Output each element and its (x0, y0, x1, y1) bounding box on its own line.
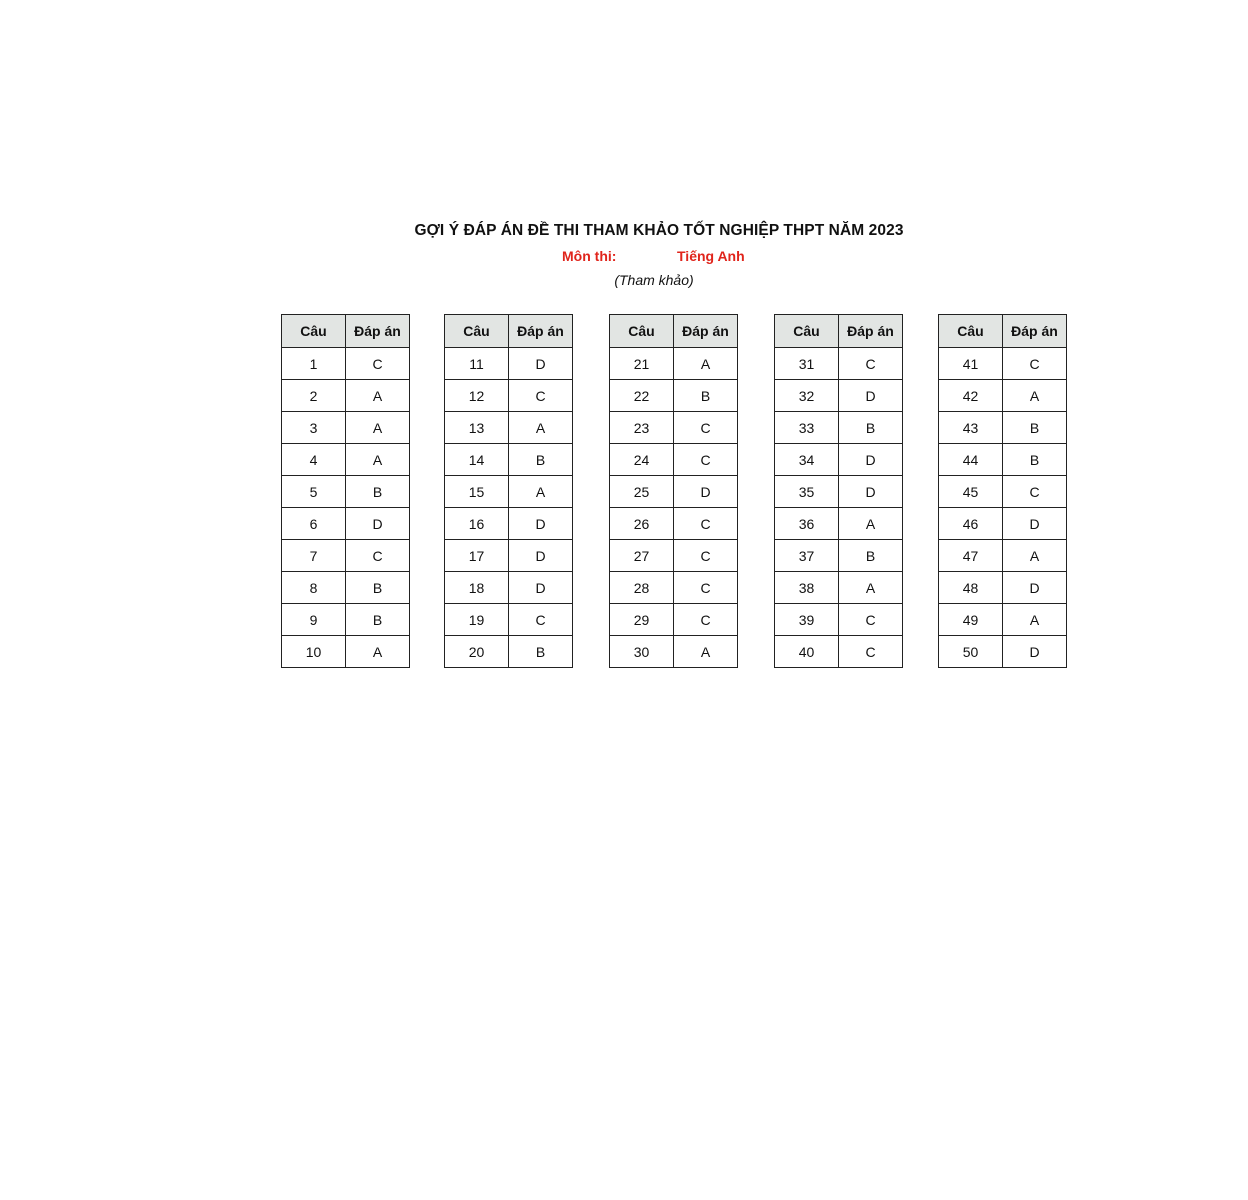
question-number-cell: 19 (445, 604, 509, 636)
table-row (775, 572, 903, 604)
table-row (610, 636, 738, 668)
question-number-cell: 22 (610, 380, 674, 412)
question-number-cell: 46 (939, 508, 1003, 540)
table-row (939, 380, 1067, 412)
table-row (610, 540, 738, 572)
table-row (282, 348, 410, 380)
table-row (775, 476, 903, 508)
answer-cell: A (839, 508, 903, 540)
answer-cell: C (674, 604, 738, 636)
answer-cell: D (509, 540, 573, 572)
question-number-cell: 5 (282, 476, 346, 508)
table-row (939, 540, 1067, 572)
answer-cell: A (346, 412, 410, 444)
answer-cell: C (346, 540, 410, 572)
question-number-cell: 6 (282, 508, 346, 540)
question-number-cell: 44 (939, 444, 1003, 476)
answer-cell: A (1003, 604, 1067, 636)
question-number-cell: 21 (610, 348, 674, 380)
answer-cell: C (674, 412, 738, 444)
answer-cell: D (839, 476, 903, 508)
table-row (775, 380, 903, 412)
question-number-cell: 9 (282, 604, 346, 636)
question-number-cell: 41 (939, 348, 1003, 380)
answer-cell: C (839, 636, 903, 668)
answer-cell: A (346, 636, 410, 668)
table-row (445, 604, 573, 636)
reference-note: (Tham khảo) (614, 272, 694, 288)
table-row (445, 636, 573, 668)
answer-cell: C (839, 604, 903, 636)
table-row (775, 444, 903, 476)
question-number-cell: 49 (939, 604, 1003, 636)
question-number-cell: 14 (445, 444, 509, 476)
question-number-cell: 48 (939, 572, 1003, 604)
table-row (282, 476, 410, 508)
table-row (775, 412, 903, 444)
table-row (610, 604, 738, 636)
question-number-cell: 25 (610, 476, 674, 508)
question-number-cell: 23 (610, 412, 674, 444)
answer-cell: B (509, 636, 573, 668)
question-number-cell: 16 (445, 508, 509, 540)
answer-cell: A (1003, 540, 1067, 572)
table-row (445, 412, 573, 444)
answer-cell: A (674, 636, 738, 668)
question-number-cell: 39 (775, 604, 839, 636)
answer-cell: A (1003, 380, 1067, 412)
answer-cell: A (509, 412, 573, 444)
table-row (445, 476, 573, 508)
question-number-cell: 18 (445, 572, 509, 604)
question-number-cell: 8 (282, 572, 346, 604)
answer-cell: A (346, 444, 410, 476)
table-row (282, 636, 410, 668)
answer-cell: D (1003, 572, 1067, 604)
answer-cell: A (839, 572, 903, 604)
table-row (282, 380, 410, 412)
question-number-cell: 28 (610, 572, 674, 604)
table-row (282, 572, 410, 604)
question-number-cell: 29 (610, 604, 674, 636)
question-number-cell: 47 (939, 540, 1003, 572)
answer-cell: D (509, 508, 573, 540)
answer-table (774, 314, 903, 668)
question-number-cell: 33 (775, 412, 839, 444)
subject-value: Tiếng Anh (677, 248, 745, 264)
answer-cell: D (839, 380, 903, 412)
question-column-header: Câu (939, 315, 1003, 348)
answer-table (938, 314, 1067, 668)
answer-table (281, 314, 410, 668)
answer-cell: C (509, 604, 573, 636)
answer-cell: B (674, 380, 738, 412)
question-number-cell: 11 (445, 348, 509, 380)
question-number-cell: 12 (445, 380, 509, 412)
table-header-row (610, 315, 738, 348)
table-row (282, 444, 410, 476)
question-column-header: Câu (445, 315, 509, 348)
question-number-cell: 36 (775, 508, 839, 540)
table-row (610, 508, 738, 540)
table-row (775, 508, 903, 540)
table-row (445, 572, 573, 604)
question-number-cell: 27 (610, 540, 674, 572)
answer-cell: D (509, 348, 573, 380)
answer-column-header: Đáp án (839, 315, 903, 348)
answer-column-header: Đáp án (346, 315, 410, 348)
answer-table (444, 314, 573, 668)
question-number-cell: 13 (445, 412, 509, 444)
answer-cell: D (674, 476, 738, 508)
answer-cell: B (346, 572, 410, 604)
table-row (939, 636, 1067, 668)
answer-cell: B (509, 444, 573, 476)
question-number-cell: 3 (282, 412, 346, 444)
answer-cell: C (674, 508, 738, 540)
table-row (939, 572, 1067, 604)
answer-cell: D (509, 572, 573, 604)
answer-cell: C (839, 348, 903, 380)
question-number-cell: 40 (775, 636, 839, 668)
question-number-cell: 24 (610, 444, 674, 476)
question-number-cell: 34 (775, 444, 839, 476)
page-title: GỢI Ý ĐÁP ÁN ĐỀ THI THAM KHẢO TỐT NGHIỆP THPT NĂM 2023 (414, 222, 904, 239)
question-number-cell: 2 (282, 380, 346, 412)
question-number-cell: 4 (282, 444, 346, 476)
table-row (610, 380, 738, 412)
table-header-row (282, 315, 410, 348)
answer-cell: C (1003, 476, 1067, 508)
answer-cell: C (674, 540, 738, 572)
table-row (282, 540, 410, 572)
question-number-cell: 38 (775, 572, 839, 604)
question-number-cell: 32 (775, 380, 839, 412)
answer-cell: B (1003, 444, 1067, 476)
answer-cell: A (509, 476, 573, 508)
answer-cell: B (1003, 412, 1067, 444)
answer-cell: B (839, 412, 903, 444)
answer-cell: B (839, 540, 903, 572)
question-number-cell: 50 (939, 636, 1003, 668)
table-row (775, 348, 903, 380)
answer-column-header: Đáp án (509, 315, 573, 348)
question-number-cell: 15 (445, 476, 509, 508)
question-column-header: Câu (282, 315, 346, 348)
table-row (610, 412, 738, 444)
answer-column-header: Đáp án (674, 315, 738, 348)
answer-cell: D (839, 444, 903, 476)
question-number-cell: 1 (282, 348, 346, 380)
answer-cell: A (346, 380, 410, 412)
answer-cell: C (674, 572, 738, 604)
table-header-row (445, 315, 573, 348)
table-row (445, 540, 573, 572)
question-number-cell: 43 (939, 412, 1003, 444)
table-row (939, 444, 1067, 476)
table-row (939, 604, 1067, 636)
question-number-cell: 26 (610, 508, 674, 540)
question-number-cell: 30 (610, 636, 674, 668)
table-row (282, 604, 410, 636)
answer-cell: B (346, 476, 410, 508)
table-row (610, 444, 738, 476)
question-number-cell: 35 (775, 476, 839, 508)
answer-table (609, 314, 738, 668)
question-number-cell: 17 (445, 540, 509, 572)
table-row (939, 348, 1067, 380)
table-row (445, 348, 573, 380)
table-row (775, 636, 903, 668)
answer-cell: C (509, 380, 573, 412)
table-row (445, 444, 573, 476)
question-number-cell: 45 (939, 476, 1003, 508)
answer-cell: C (346, 348, 410, 380)
table-row (939, 508, 1067, 540)
question-number-cell: 42 (939, 380, 1003, 412)
table-row (445, 380, 573, 412)
answer-cell: D (346, 508, 410, 540)
answer-cell: C (674, 444, 738, 476)
table-header-row (939, 315, 1067, 348)
table-row (939, 476, 1067, 508)
answer-cell: D (1003, 508, 1067, 540)
answer-cell: B (346, 604, 410, 636)
question-number-cell: 37 (775, 540, 839, 572)
table-row (610, 348, 738, 380)
question-column-header: Câu (610, 315, 674, 348)
question-number-cell: 31 (775, 348, 839, 380)
subject-label: Môn thi: (562, 248, 617, 264)
table-row (939, 412, 1067, 444)
answer-cell: D (1003, 636, 1067, 668)
table-row (775, 540, 903, 572)
answer-cell: C (1003, 348, 1067, 380)
table-row (775, 604, 903, 636)
table-row (610, 572, 738, 604)
answer-column-header: Đáp án (1003, 315, 1067, 348)
question-column-header: Câu (775, 315, 839, 348)
table-row (445, 508, 573, 540)
question-number-cell: 10 (282, 636, 346, 668)
question-number-cell: 20 (445, 636, 509, 668)
table-row (282, 508, 410, 540)
table-header-row (775, 315, 903, 348)
table-row (282, 412, 410, 444)
answer-cell: A (674, 348, 738, 380)
table-row (610, 476, 738, 508)
question-number-cell: 7 (282, 540, 346, 572)
